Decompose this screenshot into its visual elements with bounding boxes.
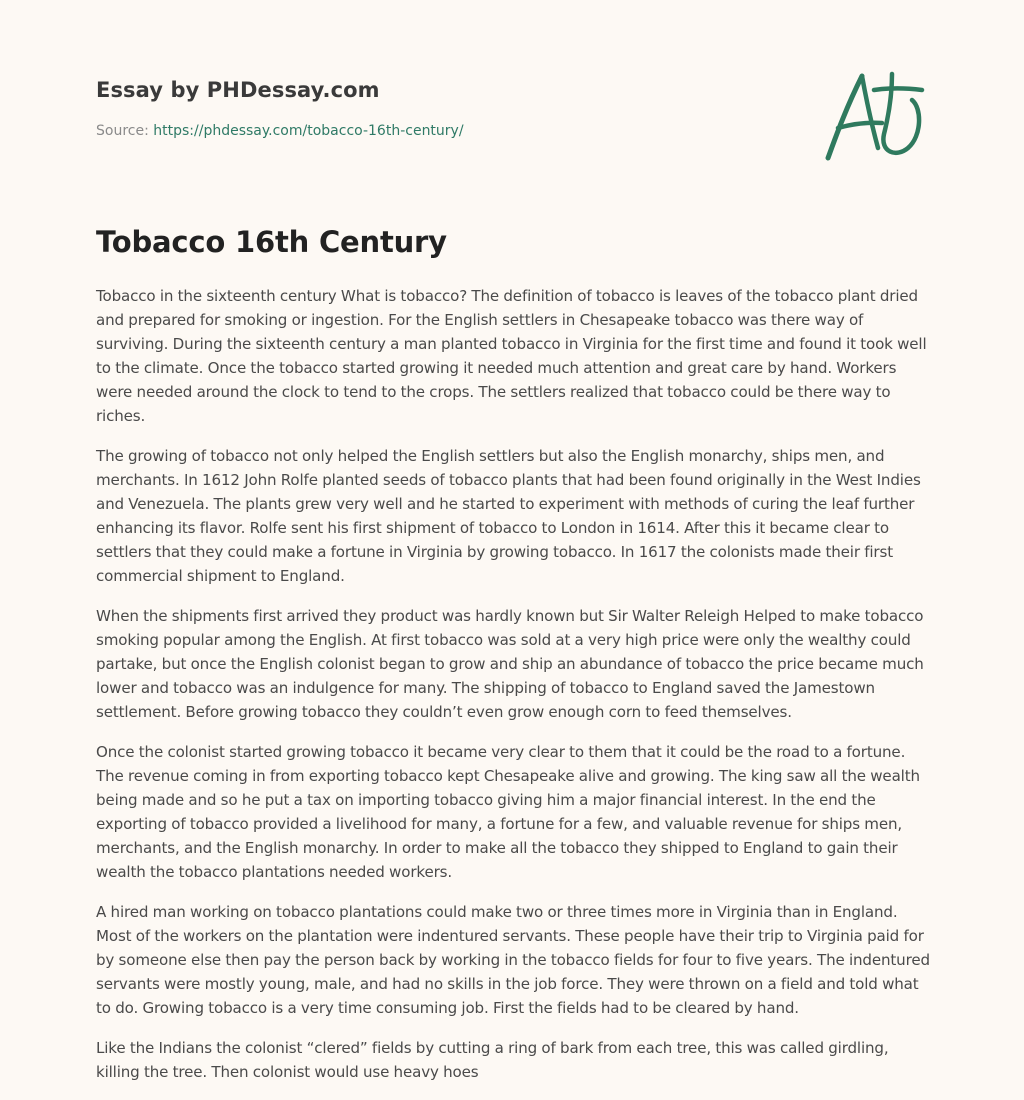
essay-paragraph: When the shipments first arrived they product was hardly known but Sir Walter Releigh Helped to make tobacco smoking popular among the English. At first tobacco was sold at a very high price were only the wealthy could partake, but once the English colonist began to grow and ship an abundance of tobacco the price became much lower and tobacco was an indulgence for many. The shipping of tobacco to England saved the Jamestown settlement. Before growing tobacco they couldn’t even grow enough corn to feed themselves. (96, 607, 924, 721)
source-line (96, 121, 796, 141)
essay-paragraph: Tobacco in the sixteenth century What is tobacco? The definition of tobacco is leaves of the tobacco plant dried and prepared for smoking or ingestion. For the English settlers in Chesapeake tobacco was there way of surviving. During the sixteenth century a man planted tobacco in Virginia for the first time and found it took well to the climate. Once the tobacco started growing it needed much attention and great care by hand. Workers were needed around the clock to tend to the crops. The settlers realized that tobacco could be there way to riches. (96, 287, 927, 425)
essay-paragraph: A hired man working on tobacco plantations could make two or three times more in Virginia than in England. Most of the workers on the plantation were indentured servants. These people have their trip to Virginia paid for by someone else then pay the person back by working in the tobacco fields for four to five years. The indentured servants were mostly young, male, and had no skills in the job force. They were thrown on a field and told what to do. Growing tobacco is a very time consuming job. First the fields had to be cleared by hand. (96, 903, 930, 1017)
source-label: Source: (96, 123, 149, 139)
site-title: Essay by PHDessay.com (96, 78, 380, 102)
a-plus-grade-icon (822, 68, 928, 164)
site-header (96, 76, 796, 141)
essay-paragraph: Like the Indians the colonist “clered” fields by cutting a ring of bark from each tree, this was called girdling, killing the tree. Then colonist would use heavy hoes (96, 1039, 889, 1081)
essay-paragraph: Once the colonist started growing tobacco it became very clear to them that it could be the road to a fortune. The revenue coming in from exporting tobacco kept Chesapeake alive and growing. The king saw all the wealth being made and so he put a tax on importing tobacco giving him a major financial interest. In the end the exporting of tobacco provided a livelihood for many, a fortune for a few, and valuable revenue for ships men, merchants, and the English monarchy. In order to make all the tobacco they shipped to England to gain their wealth the tobacco plantations needed workers. (96, 743, 920, 881)
source-link[interactable]: https://phdessay.com/tobacco-16th-century/ (153, 123, 464, 139)
essay-title: Tobacco 16th Century (96, 225, 447, 259)
essay-body (96, 284, 932, 1100)
essay-paragraph: The growing of tobacco not only helped the English settlers but also the English monarchy, ships men, and merchants. In 1612 John Rolfe planted seeds of tobacco plants that had been found originally in the West Indies and Venezuela. The plants grew very well and he started to experiment with methods of curing the leaf further enhancing its flavor. Rolfe sent his first shipment of tobacco to London in 1614. After this it became clear to settlers that they could make a fortune in Virginia by growing tobacco. In 1617 the colonists made their first commercial shipment to England. (96, 447, 921, 585)
